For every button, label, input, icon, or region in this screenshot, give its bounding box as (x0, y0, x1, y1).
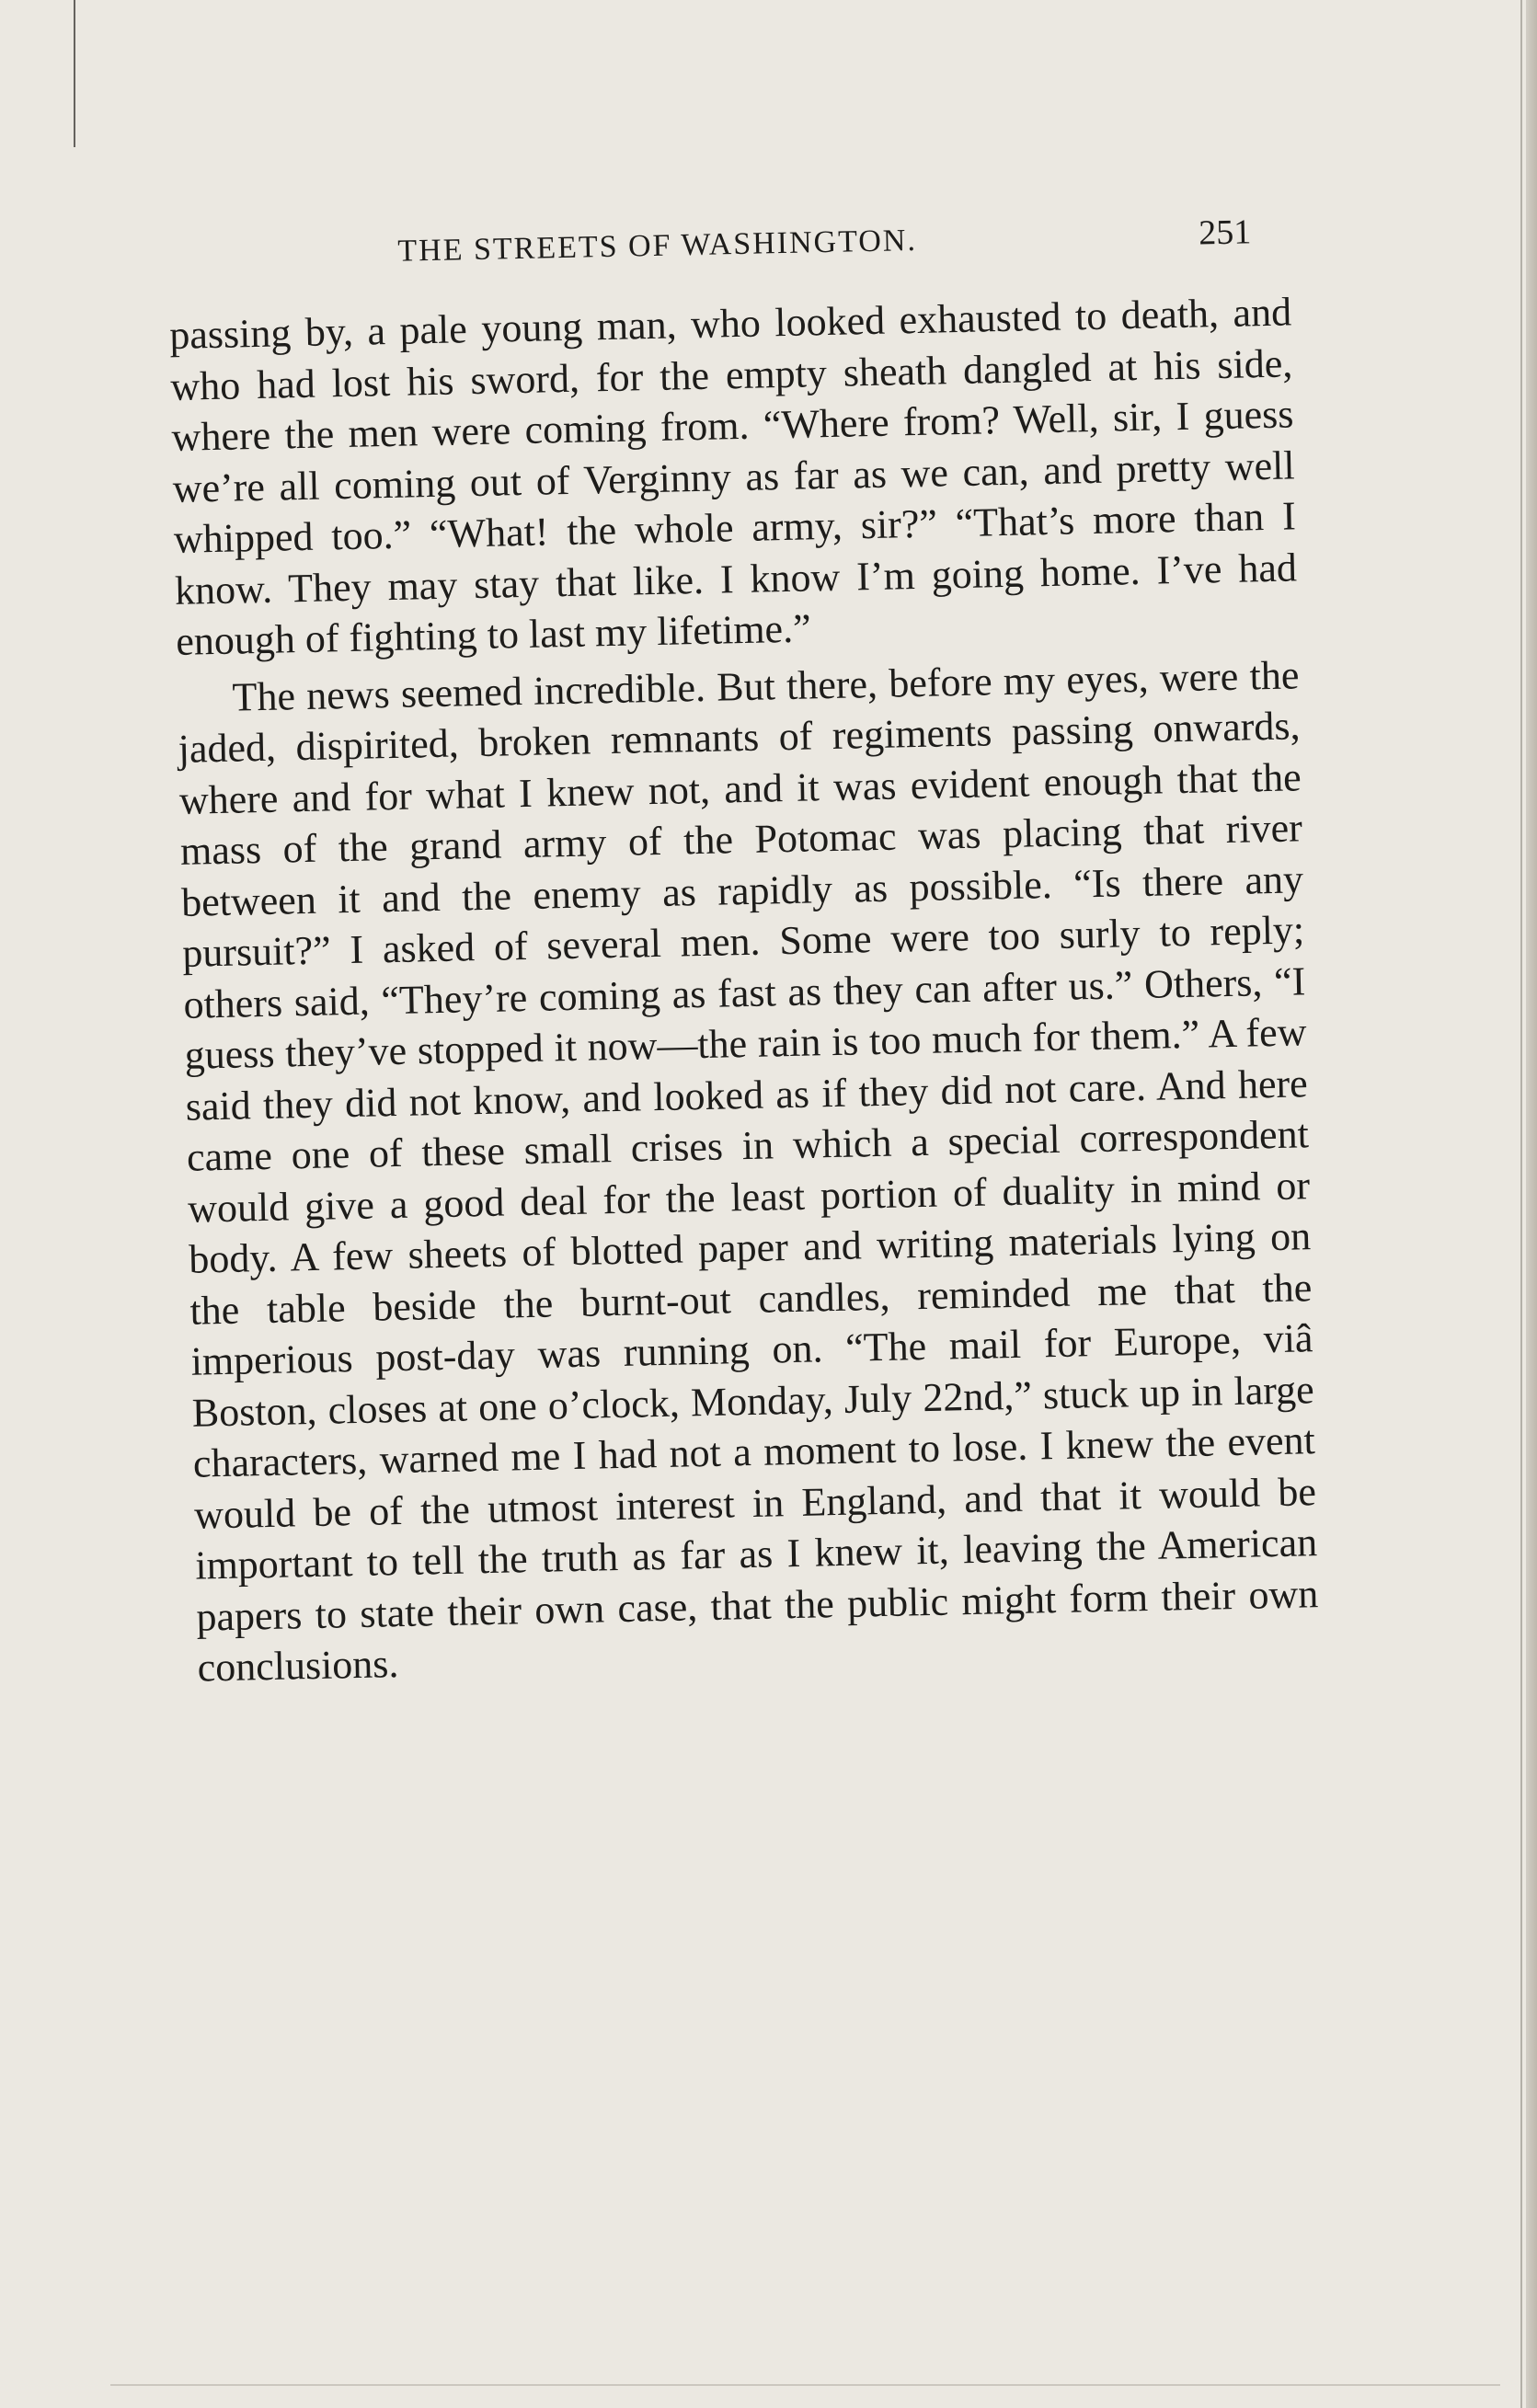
page-gutter-shadow (74, 0, 75, 147)
running-title: THE STREETS OF WASHINGTON. (397, 223, 918, 269)
page-right-edge (1526, 0, 1537, 2408)
page-bottom-edge (110, 2384, 1500, 2386)
text-block (167, 211, 1320, 1693)
running-head (167, 211, 1290, 275)
paragraph-continuation: passing by, a pale young man, who looked exhausted to death, and who had lost his sword, for the empty sheath dangled at his side, where the men were coming from. “Where from? Well, sir, I guess we’re all coming out of Verginny as far as we can, and pretty well whipped too.” “What! the whole army, sir?” “That’s more than I know. They may stay that like. I know I’m going home. I’ve had enough of fighting to last my lifetime.” (168, 289, 1298, 664)
page-number: 251 (1198, 212, 1252, 253)
paragraph-news: The news seemed incredible. But there, before my eyes, were the jaded, dispirited, broken remnants of regiments passing onwards, where and for what I knew not, and it was evident enough that the mass of the grand army of the Potomac was placing that river between it and the enemy as rapidly as possible. “Is there any pursuit?” I asked of several men. Some were too surly to reply; others said, “They’re coming as fast as they can after us.” Others, “I guess they’ve stopped it now—the rain is too much for them.” A few said they did not know, and looked as if they did not care. And here came one of these small crises in which a special correspondent would give a good deal for the least portion of duality in mind or body. A few sheets of blotted paper and writing materials lying on the table beside the burnt-out candles, reminded me that the imperious post-day was running on. “The mail for Europe, viâ Boston, closes at one o’clock, Monday, July 22nd,” stuck up in large characters, warned me I had not a moment to lose. I knew the event would be of the utmost interest in England, and that it would be important to tell the truth as far as I knew it, leaving the American papers to state their own case, that the public might form their own conclusions. (178, 651, 1319, 1691)
